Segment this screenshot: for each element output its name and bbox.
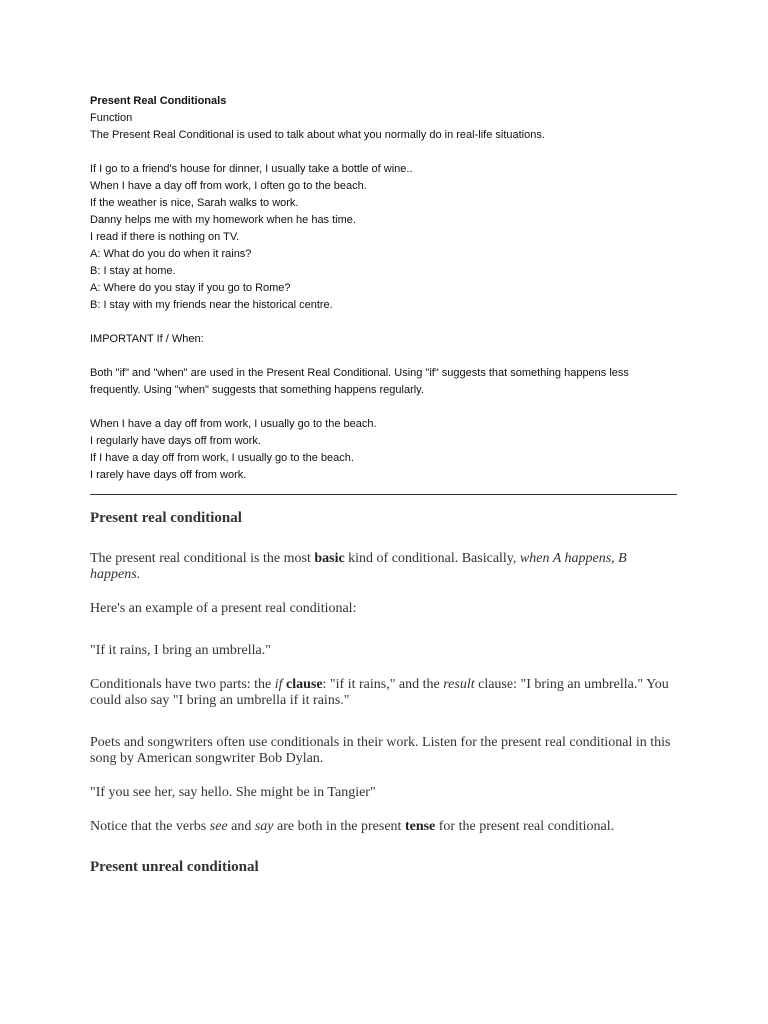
example-list: [90, 161, 680, 314]
article-heading: Present real conditional: [90, 510, 242, 526]
example-line: Danny helps me with my homework when he has time.: [90, 214, 356, 226]
article-paragraph: Here's an example of a present real conditional:: [90, 601, 357, 616]
contrast-line: I regularly have days off from work.: [90, 435, 261, 447]
article-heading: Present unreal conditional: [90, 859, 259, 875]
contrast-line: If I have a day off from work, I usually go to the beach.: [90, 452, 354, 464]
divider: [90, 494, 677, 495]
quote-text: "If you see her, say hello. She might be in Tangier": [90, 785, 376, 800]
example-line: B: I stay with my friends near the historical centre.: [90, 299, 333, 311]
article-paragraph: Poets and songwriters often use conditionals in their work. Listen for the present real conditional in this song by American songwriter Bob Dylan.: [90, 735, 671, 766]
example-line: A: What do you do when it rains?: [90, 248, 252, 260]
article-section: [90, 510, 680, 875]
contrast-line: When I have a day off from work, I usually go to the beach.: [90, 418, 377, 430]
contrast-example-list: [90, 416, 680, 484]
example-line: When I have a day off from work, I often go to the beach.: [90, 180, 367, 192]
example-line: A: Where do you stay if you go to Rome?: [90, 282, 291, 294]
important-note: IMPORTANT If / When:: [90, 333, 204, 345]
example-line: B: I stay at home.: [90, 265, 176, 277]
example-line: I read if there is nothing on TV.: [90, 231, 240, 243]
explanation-text: Both "if" and "when" are used in the Present Real Conditional. Using "if" suggests that something happens less frequently. Using "when" suggests that something happens regularly.: [90, 367, 629, 396]
section-title: Present Real Conditionals: [90, 95, 227, 107]
document-page: [90, 93, 680, 875]
article-paragraph: The present real conditional is the most basic kind of conditional. Basically, when A happens, B happens.: [90, 551, 627, 582]
intro-text: The Present Real Conditional is used to talk about what you normally do in real-life situations.: [90, 129, 545, 141]
article-paragraph: Conditionals have two parts: the if clause: "if it rains," and the result clause: "I bring an umbrella." You could also say "I bring an umbrella if it rains.": [90, 677, 669, 708]
article-paragraph: Notice that the verbs see and say are both in the present tense for the present real conditional.: [90, 819, 615, 834]
example-line: If the weather is nice, Sarah walks to work.: [90, 197, 299, 209]
contrast-line: I rarely have days off from work.: [90, 469, 247, 481]
notes-section: [90, 93, 680, 484]
quote-text: "If it rains, I bring an umbrella.": [90, 643, 271, 658]
example-line: If I go to a friend's house for dinner, I usually take a bottle of wine..: [90, 163, 413, 175]
section-subtitle: Function: [90, 112, 133, 124]
